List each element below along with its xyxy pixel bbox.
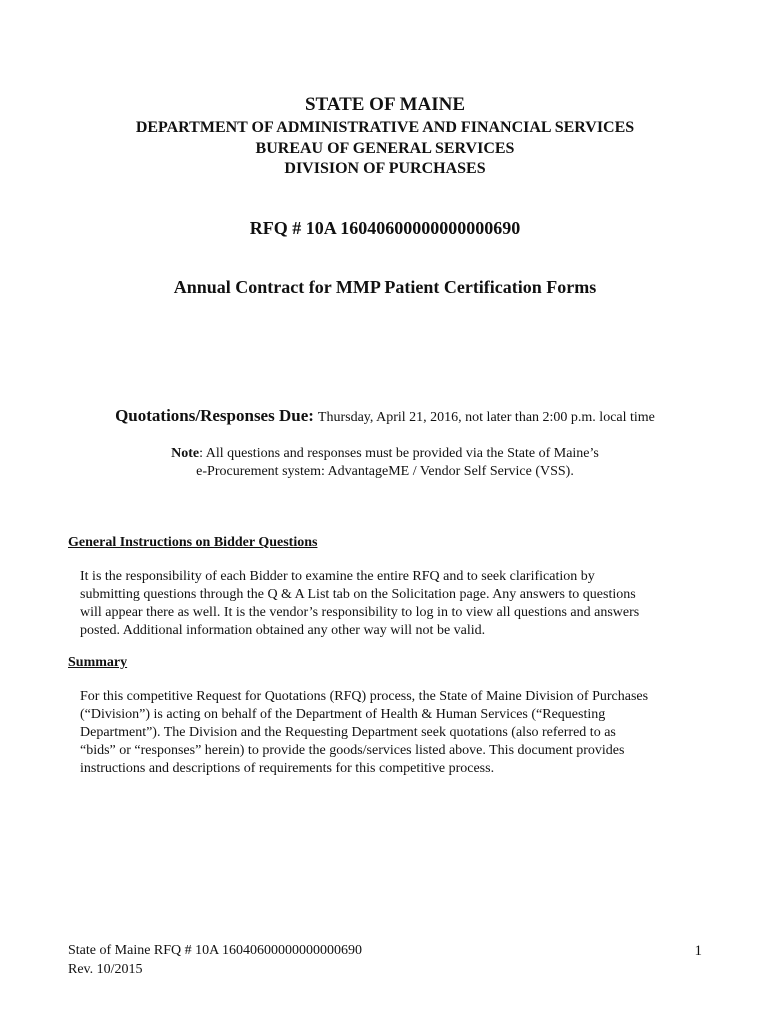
due-label: Quotations/Responses Due:	[115, 406, 314, 425]
paragraph-line: It is the responsibility of each Bidder to examine the entire RFQ and to seek clarification by	[80, 569, 595, 584]
paragraph-line: “bids” or “responses” herein) to provide the goods/services listed above. This document provides	[80, 743, 625, 758]
division-title: DIVISION OF PURCHASES	[284, 160, 486, 177]
contract-title: Annual Contract for MMP Patient Certification Forms	[173, 277, 597, 297]
state-title: STATE OF MAINE	[304, 94, 466, 115]
summary-body	[80, 688, 740, 778]
page-number: 1	[694, 943, 702, 959]
paragraph-line: instructions and descriptions of requirements for this competitive process.	[80, 761, 495, 776]
paragraph-line: Department”). The Division and the Requesting Department seek quotations (also referred to as	[80, 725, 616, 740]
note-label: Note	[171, 446, 200, 461]
footer-revision: Rev. 10/2015	[68, 962, 143, 977]
general-instructions-heading: General Instructions on Bidder Questions	[68, 535, 318, 550]
paragraph-line: (“Division”) is acting on behalf of the Department of Health & Human Services (“Requesting	[80, 707, 606, 722]
note-line-2: e-Procurement system: AdvantageME / Vendor Self Service (VSS).	[196, 464, 574, 479]
paragraph-line: submitting questions through the Q & A List tab on the Solicitation page. Any answers to questions	[80, 587, 636, 602]
footer-rfq: State of Maine RFQ # 10A 16040600000000000690	[68, 943, 362, 958]
paragraph-line: For this competitive Request for Quotations (RFQ) process, the State of Maine Division of Purchases	[80, 689, 649, 704]
bureau-title: BUREAU OF GENERAL SERVICES	[255, 140, 515, 157]
department-title: DEPARTMENT OF ADMINISTRATIVE AND FINANCIAL SERVICES	[135, 119, 635, 136]
paragraph-line: posted. Additional information obtained any other way will not be valid.	[80, 623, 486, 638]
rfq-number: RFQ # 10A 16040600000000000690	[249, 218, 521, 238]
due-line	[0, 406, 770, 426]
paragraph-line: will appear there as well. It is the vendor’s responsibility to log in to view all questions and answers	[80, 605, 640, 620]
general-instructions-body	[80, 568, 740, 640]
summary-heading: Summary	[68, 655, 128, 670]
note-line-1	[0, 445, 770, 463]
note-text: : All questions and responses must be provided via the State of Maine’s	[199, 446, 599, 461]
due-value: Thursday, April 21, 2016, not later than 2:00 p.m. local time	[317, 410, 655, 425]
